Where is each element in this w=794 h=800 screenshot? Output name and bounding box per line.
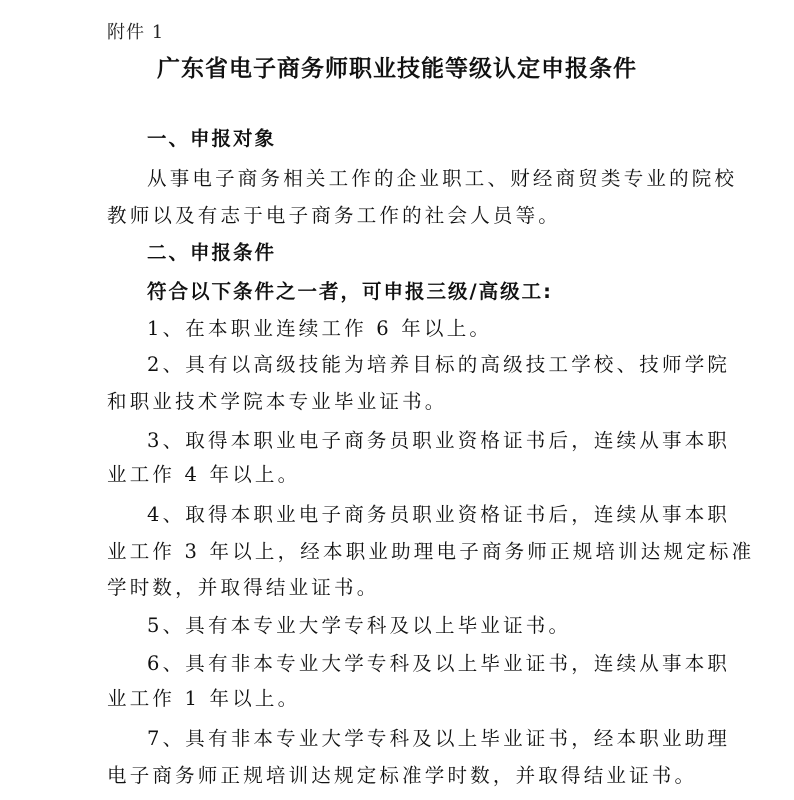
list-item-3-continued: 业工作 4 年以上。 bbox=[107, 463, 301, 486]
list-item-7: 7、具有非本专业大学专科及以上毕业证书，经本职业助理 bbox=[147, 727, 731, 750]
conditions-intro: 符合以下条件之一者，可申报三级/高级工: bbox=[147, 280, 553, 303]
list-item-4-continued: 学时数，并取得结业证书。 bbox=[107, 576, 380, 599]
list-item-3: 3、取得本职业电子商务员职业资格证书后，连续从事本职 bbox=[147, 429, 731, 452]
list-item-1: 1、在本职业连续工作 6 年以上。 bbox=[147, 317, 493, 340]
list-item-2-continued: 和职业技术学院本专业毕业证书。 bbox=[107, 390, 448, 413]
attachment-label: 附件 1 bbox=[107, 22, 165, 43]
document-title: 广东省电子商务师职业技能等级认定申报条件 bbox=[157, 56, 637, 82]
list-item-4-continued: 业工作 3 年以上，经本职业助理电子商务师正规培训达规定标准 bbox=[107, 540, 755, 563]
paragraph-line: 从事电子商务相关工作的企业职工、财经商贸类专业的院校 bbox=[147, 167, 738, 190]
section-heading-applicants: 一、申报对象 bbox=[147, 127, 277, 150]
list-item-7-continued: 电子商务师正规培训达规定标准学时数，并取得结业证书。 bbox=[107, 764, 698, 787]
paragraph-line: 教师以及有志于电子商务工作的社会人员等。 bbox=[107, 204, 562, 227]
list-item-6: 6、具有非本专业大学专科及以上毕业证书，连续从事本职 bbox=[147, 652, 731, 675]
list-item-6-continued: 业工作 1 年以上。 bbox=[107, 687, 301, 710]
list-item-4: 4、取得本职业电子商务员职业资格证书后，连续从事本职 bbox=[147, 503, 731, 526]
list-item-5: 5、具有本专业大学专科及以上毕业证书。 bbox=[147, 614, 572, 637]
list-item-2: 2、具有以高级技能为培养目标的高级技工学校、技师学院 bbox=[147, 353, 731, 376]
section-heading-conditions: 二、申报条件 bbox=[147, 241, 277, 264]
